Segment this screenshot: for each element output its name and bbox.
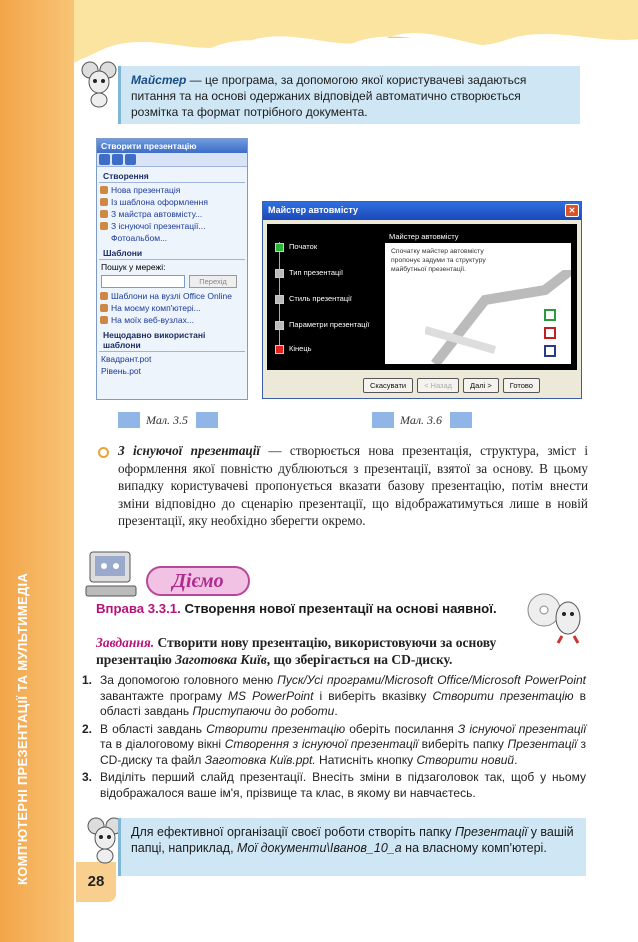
wizard-step-finish[interactable]: Кінець xyxy=(275,344,312,354)
finish-button[interactable]: Готово xyxy=(503,378,540,393)
tip-callout: Для ефективної організації своєї роботи створіть папку Презентації у вашій папці, наприклад, Мої документи\Іванов_10_а на власному комп'ютері. xyxy=(118,818,586,876)
pane-link-wizard[interactable]: З майстра автовмісту... xyxy=(97,208,247,220)
computer-mascot-icon xyxy=(84,548,140,600)
exercise-title xyxy=(96,600,526,617)
doit-badge: Діємо xyxy=(146,566,250,596)
pane-link-my-computer[interactable]: На моєму комп'ютері... xyxy=(97,302,247,314)
list-item: 3. Виділіть перший слайд презентації. Внесіть зміни в підзаголовок так, щоб у ньому відображалося ваше ім'я, прізвище та клас, в якому ви навчаєтесь. xyxy=(82,770,586,800)
back-icon[interactable] xyxy=(99,154,110,165)
definition-callout xyxy=(118,66,580,124)
task-word: Завдання. xyxy=(96,635,155,650)
dialog-title-text: Майстер автовмісту xyxy=(268,205,358,215)
figure-caption-3-6: Мал. 3.6 xyxy=(372,412,472,428)
pane-link-template[interactable]: Із шаблона оформлення xyxy=(97,196,247,208)
list-item: 1. За допомогою головного меню Пуск/Усі програми/Microsoft Office/Microsoft PowerPoint завантажте програму MS PowerPoint і виберіть вказівку Створити презентацію в області завдань Приступаючи до роботи. xyxy=(82,673,587,718)
section-templates: Шаблони xyxy=(99,246,245,260)
wizard-step-options[interactable]: Параметри презентації xyxy=(275,320,369,330)
section-create: Створення xyxy=(99,169,245,183)
forward-icon[interactable] xyxy=(112,154,123,165)
task-text: Створити нову презентацію, використовуючи за основу презентацію xyxy=(96,635,497,667)
exercise-task xyxy=(96,634,556,668)
recent-template-1[interactable]: Квадрант.pot xyxy=(101,354,152,364)
list-item: 2. В області завдань Створити презентацію оберіть посилання З існуючої презентації та в діалоговому вікні Створення з існуючої презентації виберіть папку Презентації з CD-диску та файл Заготовка Київ.ppt. Натисніть кнопку Створити новий. xyxy=(82,721,587,767)
exercise-number: Вправа 3.3.1. xyxy=(96,601,181,616)
pane-link-photo-album[interactable]: Фотоальбом... xyxy=(111,233,168,243)
pane-link-office-online[interactable]: Шаблони на вузлі Office Online xyxy=(97,290,247,302)
pane-link-new[interactable]: Нова презентація xyxy=(97,184,247,196)
callout-term: Майстер xyxy=(131,73,187,87)
wizard-illustration xyxy=(425,270,571,364)
autocontent-wizard-dialog xyxy=(262,201,582,399)
panel-text: Спочатку майстер автовмісту пропонує задуми та структуру майбутньої презентації. xyxy=(391,248,486,273)
wizard-step-start[interactable]: Початок xyxy=(275,242,317,252)
close-icon[interactable]: ✕ xyxy=(565,204,579,217)
callout-text: — це програма, за допомогою якої користувачеві задаються питання та на основі одержаних відповідей автоматично створюється розмітка та формат потрібного документа. xyxy=(131,73,527,119)
back-button[interactable]: < Назад xyxy=(417,378,459,393)
wizard-info-panel xyxy=(385,230,571,364)
bullet-circle-icon xyxy=(98,447,109,458)
figure-caption-3-5: Мал. 3.5 xyxy=(118,412,218,428)
bullet-term: З існуючої презентації xyxy=(118,443,261,458)
recent-template-2[interactable]: Рівень.pot xyxy=(101,366,142,376)
dialog-title xyxy=(263,202,581,220)
pane-link-existing[interactable]: З існуючої презентації... xyxy=(97,220,247,232)
page-number: 28 xyxy=(76,862,116,902)
exercise-steps xyxy=(78,673,586,803)
panel-header: Майстер автовмісту xyxy=(385,230,571,243)
top-wave-decoration xyxy=(56,0,638,70)
section-recent: Нещодавно використані шаблони xyxy=(99,328,245,352)
search-go-button[interactable]: Перехід xyxy=(189,275,237,288)
task-tail: , що зберігається на CD-диску. xyxy=(266,652,453,667)
pane-toolbar xyxy=(97,153,247,167)
next-button[interactable]: Далі > xyxy=(463,378,499,393)
mouse-mascot-icon xyxy=(80,60,118,108)
search-label: Пошук у мережі: xyxy=(101,262,166,272)
side-section-title: КОМП'ЮТЕРНІ ПРЕЗЕНТАЦІЇ ТА МУЛЬТИМЕДІА xyxy=(15,572,30,885)
search-input[interactable] xyxy=(101,275,185,288)
wizard-buttons xyxy=(363,378,540,393)
bullet-text: — створюється нова презентація, структура, зміст і оформлення якої повністю дублюються з презентації, взятої за основу. В цьому випадку користувачеві пропонується вказати базову презентацію, потім внести зміни відповідно до сценарію презентації, що відображатимуться лише в новій презентації, яку необхідно зберегти окремо. xyxy=(118,443,588,528)
wizard-step-style[interactable]: Стиль презентації xyxy=(275,294,352,304)
existing-presentation-paragraph xyxy=(118,442,588,530)
task-file: Заготовка Київ xyxy=(175,652,267,667)
create-presentation-pane xyxy=(96,138,248,400)
wizard-step-type[interactable]: Тип презентації xyxy=(275,268,343,278)
left-band xyxy=(0,0,74,942)
cancel-button[interactable]: Скасувати xyxy=(363,378,413,393)
pane-link-my-websites[interactable]: На моїх веб-вузлах... xyxy=(97,314,247,326)
wizard-body xyxy=(267,224,577,370)
exercise-name: Створення нової презентації на основі наявної. xyxy=(180,601,497,616)
pane-header[interactable]: Створити презентацію xyxy=(97,139,247,153)
home-icon[interactable] xyxy=(125,154,136,165)
